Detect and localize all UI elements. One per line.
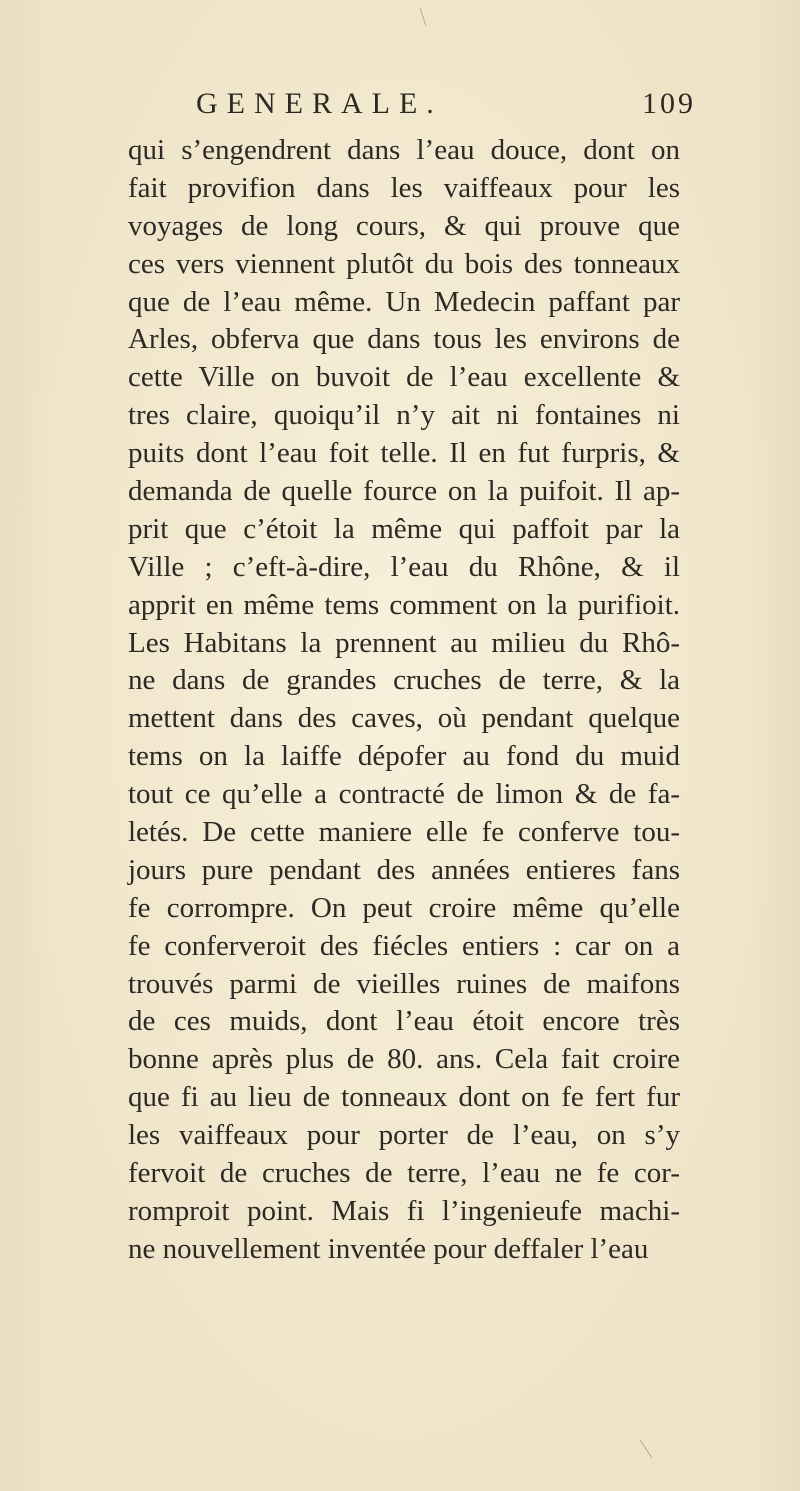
text-line: Les Habitans la prennent au milieu du Rhô- xyxy=(128,626,680,659)
body-text xyxy=(128,132,680,1269)
text-line: les vaiffeaux pour porter de l’eau, on s’y xyxy=(128,1119,680,1152)
text-line: fe corrompre. On peut croire même qu’elle xyxy=(128,891,680,924)
text-line: de ces muids, dont l’eau étoit encore très xyxy=(128,1005,680,1038)
crease-mark-top xyxy=(420,8,426,26)
text-line: tems on la laiffe dépofer au fond du muid xyxy=(128,740,680,773)
text-line: tres claire, quoiqu’il n’y ait ni fontaines ni xyxy=(128,399,680,432)
text-line: que fi au lieu de tonneaux dont on fe fert fur xyxy=(128,1081,680,1114)
text-line: ces vers viennent plutôt du bois des tonneaux xyxy=(128,247,680,280)
text-line: trouvés parmi de vieilles ruines de maifons xyxy=(128,967,680,1000)
text-line: qui s’engendrent dans l’eau douce, dont on xyxy=(128,134,680,166)
text-line: mettent dans des caves, où pendant quelque xyxy=(128,702,680,735)
text-line: bonne après plus de 80. ans. Cela fait croire xyxy=(128,1043,680,1076)
text-line: puits dont l’eau foit telle. Il en fut furpris, & xyxy=(128,437,680,470)
text-line: romproit point. Mais fi l’ingenieufe machi- xyxy=(128,1194,680,1227)
running-title: GENERALE. xyxy=(196,87,443,120)
text-line: ne dans de grandes cruches de terre, & la xyxy=(128,664,680,697)
text-line: cette Ville on buvoit de l’eau excellente & xyxy=(128,361,680,394)
text-line: fe conferveroit des fiécles entiers : car on a xyxy=(128,929,680,962)
text-line: apprit en même tems comment on la purifioit. xyxy=(128,588,680,621)
text-line: ne nouvellement inventée pour deffaler l’eau xyxy=(128,1232,649,1265)
running-head xyxy=(196,84,696,124)
text-line: letés. De cette maniere elle fe conferve tou- xyxy=(128,816,680,849)
text-line: jours pure pendant des années entieres fans xyxy=(128,853,680,886)
text-line: Arles, obferva que dans tous les environs de xyxy=(128,323,680,356)
text-line: fervoit de cruches de terre, l’eau ne fe cor- xyxy=(128,1157,680,1190)
text-line: voyages de long cours, & qui prouve que xyxy=(128,209,680,242)
page-number: 109 xyxy=(642,87,696,120)
text-line: tout ce qu’elle a contracté de limon & de fa- xyxy=(128,778,680,811)
text-line: demanda de quelle fource on la puifoit. Il ap- xyxy=(128,475,680,508)
crease-mark-bottom xyxy=(640,1440,652,1458)
text-line: Ville ; c’eft-à-dire, l’eau du Rhône, & il xyxy=(128,550,680,583)
text-line: prit que c’étoit la même qui paffoit par la xyxy=(128,512,680,545)
text-line: que de l’eau même. Un Medecin paffant par xyxy=(128,285,680,318)
text-line: fait provifion dans les vaiffeaux pour les xyxy=(128,171,680,204)
